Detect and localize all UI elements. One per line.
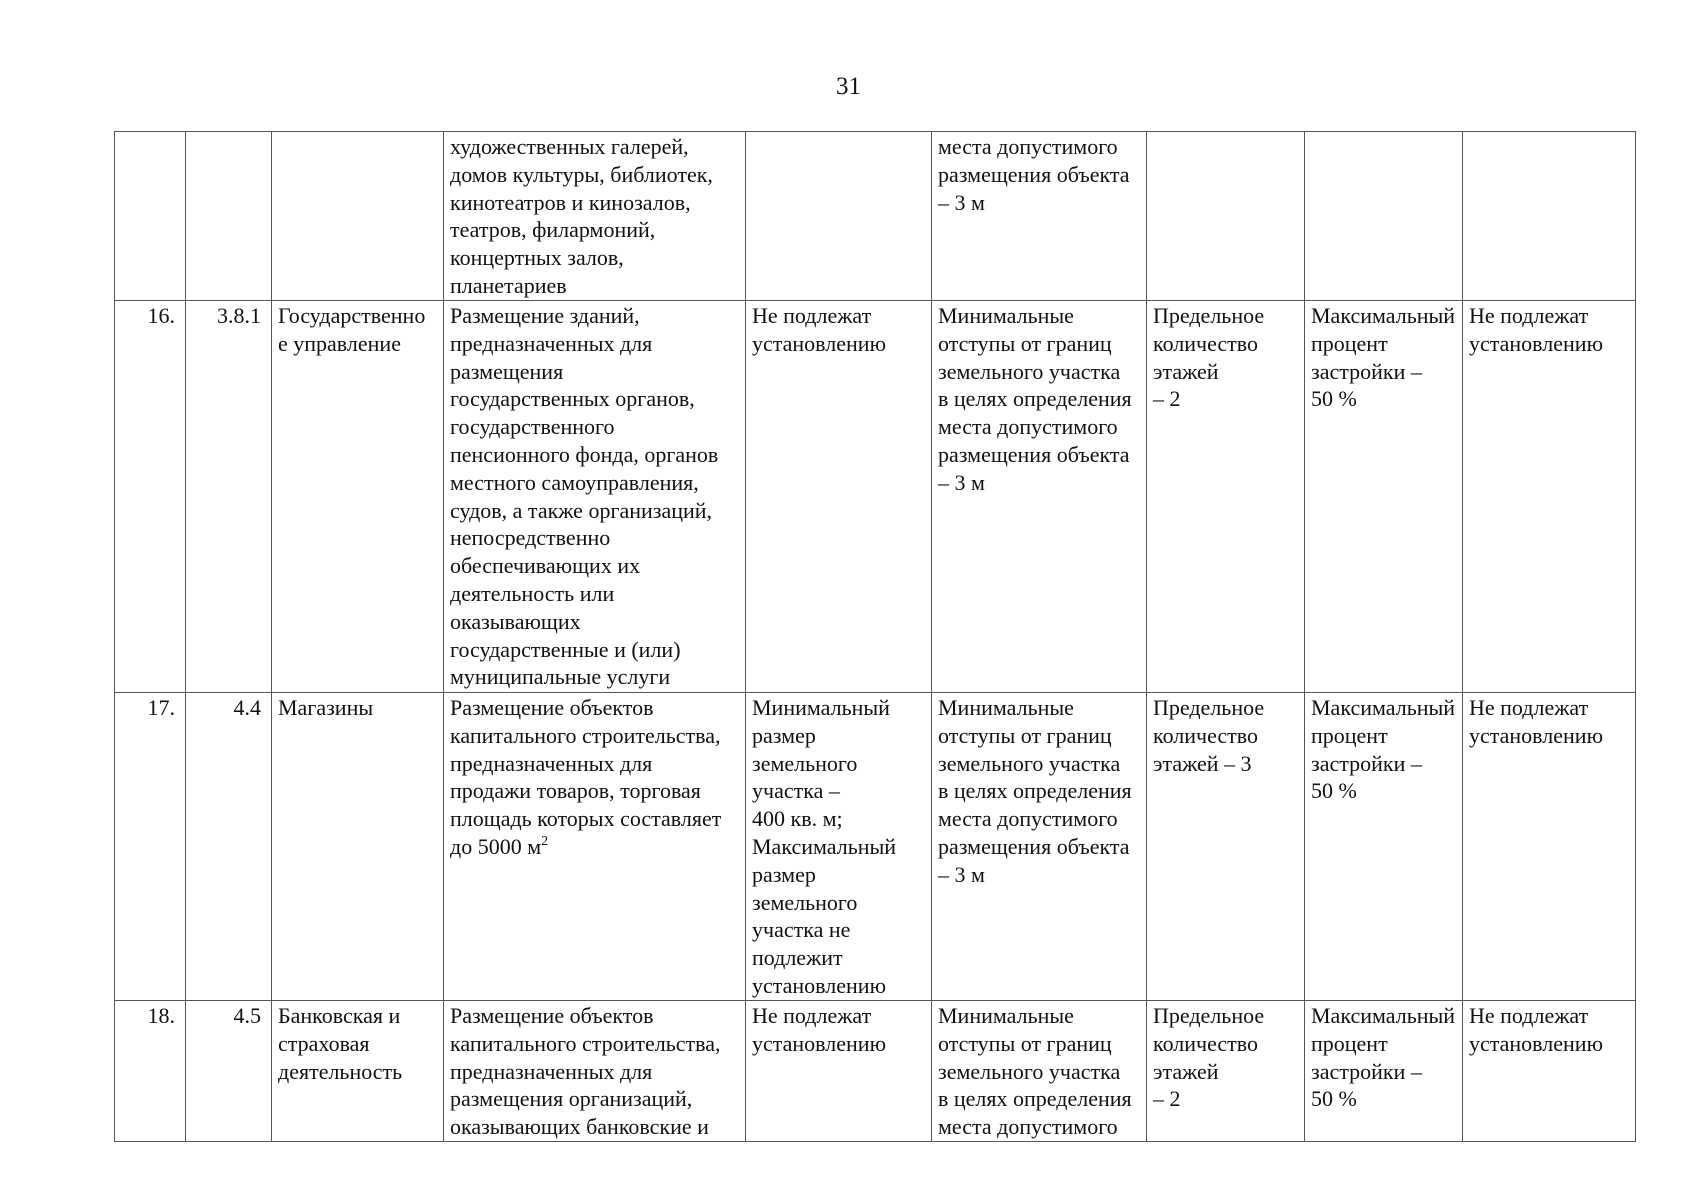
floors-limit: Предельное количество этажей – 2 [1147,301,1305,693]
floors-limit: Предельное количество этажей – 2 [1147,1001,1305,1142]
coverage-limit: Максимальный процент застройки – 50 % [1305,1001,1463,1142]
use-description: художественных галерей, домов культуры, библиотек, кинотеатров и кинозалов, театров, филармоний, концертных залов, планетариев [444,132,746,301]
plot-size [746,132,932,301]
setbacks: места допустимого размещения объекта – 3 м [932,132,1147,301]
floors-limit: Предельное количество этажей – 3 [1147,693,1305,1001]
table-row [115,301,1636,693]
other-params: Не подлежат установлению [1463,1001,1636,1142]
setbacks: Минимальные отступы от границ земельного участка в целях определения места допустимого [932,1001,1147,1142]
use-description: Размещение зданий, предназначенных для размещения государственных органов, государственного пенсионного фонда, органов местного самоуправления, судов, а также организаций, непосредственно обеспечивающих их деятельность или оказывающих государственные и (или) муниципальные услуги [444,301,746,693]
table-row [115,132,1636,301]
description-text: Размещение объектов капитального строительства, предназначенных для продажи товаров, торговая площадь которых составляет до 5000 м [450,695,722,859]
plot-size: Не подлежат установлению [746,1001,932,1142]
row-number [115,132,186,301]
setbacks: Минимальные отступы от границ земельного участка в целях определения места допустимого размещения объекта – 3 м [932,301,1147,693]
use-name [272,132,444,301]
row-number: 17. [115,693,186,1001]
row-number: 16. [115,301,186,693]
plot-size: Минимальный размер земельного участка – 400 кв. м; Максимальный размер земельного участка не подлежит установлению [746,693,932,1001]
floors-limit [1147,132,1305,301]
use-description: Размещение объектов капитального строительства, предназначенных для размещения организаций, оказывающих банковские и [444,1001,746,1142]
page-number: 31 [836,73,861,100]
use-name: Магазины [272,693,444,1001]
row-number: 18. [115,1001,186,1142]
table-row [115,693,1636,1001]
use-name: Государственно е управление [272,301,444,693]
coverage-limit: Максимальный процент застройки – 50 % [1305,301,1463,693]
use-code [186,132,272,301]
use-code: 3.8.1 [186,301,272,693]
setbacks: Минимальные отступы от границ земельного участка в целях определения места допустимого размещения объекта – 3 м [932,693,1147,1001]
other-params: Не подлежат установлению [1463,693,1636,1001]
use-code: 4.5 [186,1001,272,1142]
plot-size: Не подлежат установлению [746,301,932,693]
coverage-limit [1305,132,1463,301]
table-row [115,1001,1636,1142]
superscript: 2 [541,833,549,849]
other-params: Не подлежат установлению [1463,301,1636,693]
use-description [444,693,746,1001]
use-code: 4.4 [186,693,272,1001]
coverage-limit: Максимальный процент застройки – 50 % [1305,693,1463,1001]
other-params [1463,132,1636,301]
land-use-table [114,131,1636,1142]
use-name: Банковская и страховая деятельность [272,1001,444,1142]
